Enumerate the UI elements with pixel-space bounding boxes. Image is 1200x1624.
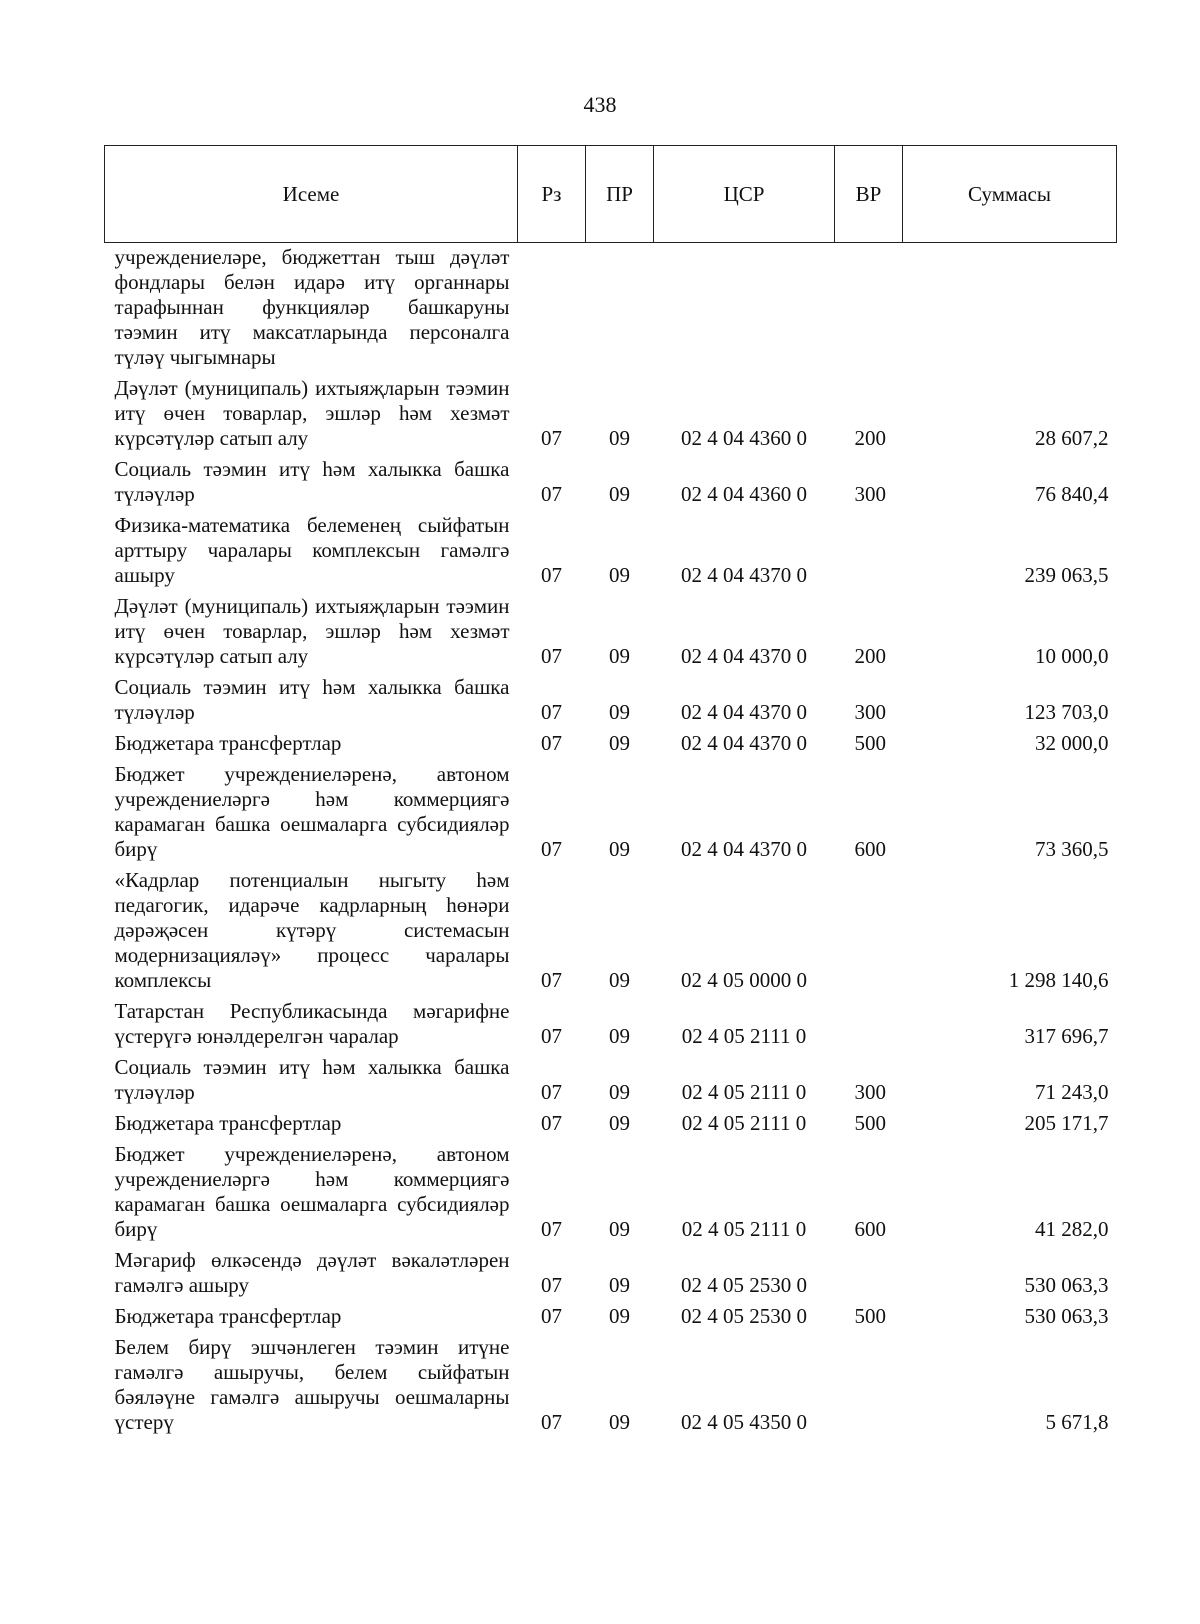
row-name: Бюджет учреждениеләренә, автоном учреждениеләргә һәм коммерциягә карамаган башка оешмаларга субсидияләр бирү <box>114 1142 510 1241</box>
row-sum: 1 298 140,6 <box>1008 968 1109 992</box>
row-rz: 07 <box>541 700 562 724</box>
row-pr: 09 <box>609 968 630 992</box>
row-pr: 09 <box>609 700 630 724</box>
row-rz: 07 <box>541 968 562 992</box>
row-pr: 09 <box>609 837 630 861</box>
row-sum: 530 063,3 <box>1024 1273 1109 1297</box>
header-pr: ПР <box>586 146 654 243</box>
row-sum: 205 171,7 <box>1024 1111 1109 1135</box>
row-sum: 123 703,0 <box>1024 700 1109 724</box>
row-sum: 71 243,0 <box>1035 1080 1109 1104</box>
row-csr: 02 4 04 4370 0 <box>681 700 807 724</box>
header-sum: Суммасы <box>903 146 1117 243</box>
row-sum: 28 607,2 <box>1035 426 1109 450</box>
row-vr: 200 <box>854 426 886 450</box>
row-rz <box>518 243 586 375</box>
table-row <box>105 1109 1117 1140</box>
row-csr: 02 4 04 4370 0 <box>681 731 807 755</box>
row-vr <box>835 243 903 375</box>
row-csr: 02 4 05 2111 0 <box>681 1024 807 1048</box>
row-name: «Кадрлар потенциалын ныгыту һәм педагогик, идарәче кадрларның һөнәри дәрәҗәсен күтәрү системасын модернизацияләү» процесс чаралары комплексы <box>114 868 510 992</box>
row-vr <box>835 511 903 592</box>
row-sum: 239 063,5 <box>1024 563 1109 587</box>
row-name: Бюджетара трансфертлар <box>114 731 342 755</box>
row-csr <box>654 243 835 375</box>
row-vr: 500 <box>854 1304 886 1328</box>
row-csr: 02 4 05 2530 0 <box>681 1273 807 1297</box>
row-pr: 09 <box>609 426 630 450</box>
row-pr: 09 <box>609 644 630 668</box>
row-sum: 73 360,5 <box>1035 837 1109 861</box>
row-vr: 200 <box>854 644 886 668</box>
row-name: Бюджет учреждениеләренә, автоном учреждениеләргә һәм коммерциягә карамаган башка оешмаларга субсидияләр бирү <box>114 762 510 861</box>
table-row <box>105 673 1117 729</box>
table-row <box>105 455 1117 511</box>
budget-table <box>104 145 1117 1439</box>
row-rz: 07 <box>541 563 562 587</box>
table-row <box>105 1053 1117 1109</box>
table-row <box>105 1333 1117 1439</box>
row-name: Бюджетара трансфертлар <box>114 1304 342 1328</box>
row-vr <box>835 997 903 1053</box>
row-vr: 500 <box>854 1111 886 1135</box>
row-name: Социаль тәэмин итү һәм халыкка башка түләүләр <box>114 457 510 506</box>
row-rz: 07 <box>541 644 562 668</box>
row-sum <box>903 243 1117 375</box>
row-vr: 300 <box>854 482 886 506</box>
row-sum: 317 696,7 <box>1024 1024 1109 1048</box>
row-pr: 09 <box>609 731 630 755</box>
row-vr <box>835 866 903 997</box>
table-row <box>105 997 1117 1053</box>
table-row <box>105 511 1117 592</box>
row-pr: 09 <box>609 1217 630 1241</box>
row-rz: 07 <box>541 1304 562 1328</box>
row-pr <box>586 243 654 375</box>
row-csr: 02 4 04 4360 0 <box>681 426 807 450</box>
row-rz: 07 <box>541 482 562 506</box>
row-sum: 76 840,4 <box>1035 482 1109 506</box>
row-name: Физика-математика белеменең сыйфатын арттыру чаралары комплексын гамәлгә ашыру <box>114 513 510 587</box>
row-rz: 07 <box>541 1111 562 1135</box>
row-csr: 02 4 04 4370 0 <box>681 644 807 668</box>
table-row <box>105 729 1117 760</box>
row-name: Татарстан Республикасында мәгарифне үстерүгә юнәлдерелгән чаралар <box>114 999 510 1048</box>
row-pr: 09 <box>609 1273 630 1297</box>
row-name: учреждениеләре, бюджеттан тыш дәүләт фондлары белән идарә итү органнары тарафыннан функцияләр башкаруны тәэмин итү максатларында персоналга түләү чыгымнары <box>114 245 510 369</box>
row-vr: 600 <box>854 837 886 861</box>
table-row <box>105 866 1117 997</box>
table-header-row <box>105 146 1117 243</box>
row-sum: 530 063,3 <box>1024 1304 1109 1328</box>
row-rz: 07 <box>541 1080 562 1104</box>
row-csr: 02 4 05 2111 0 <box>681 1111 807 1135</box>
row-name: Бюджетара трансфертлар <box>114 1111 342 1135</box>
row-csr: 02 4 04 4370 0 <box>681 563 807 587</box>
row-csr: 02 4 05 2111 0 <box>681 1217 807 1241</box>
table-row <box>105 1302 1117 1333</box>
table-row <box>105 592 1117 673</box>
table-row <box>105 1246 1117 1302</box>
row-csr: 02 4 04 4360 0 <box>681 482 807 506</box>
row-pr: 09 <box>609 1111 630 1135</box>
row-pr: 09 <box>609 563 630 587</box>
row-csr: 02 4 05 2530 0 <box>681 1304 807 1328</box>
row-rz: 07 <box>541 731 562 755</box>
row-name: Мәгариф өлкәсендә дәүләт вәкаләтләрен гамәлгә ашыру <box>114 1248 510 1297</box>
row-pr: 09 <box>609 1024 630 1048</box>
row-pr: 09 <box>609 1304 630 1328</box>
row-vr: 600 <box>854 1217 886 1241</box>
row-sum: 41 282,0 <box>1035 1217 1109 1241</box>
row-csr: 02 4 05 0000 0 <box>681 968 807 992</box>
row-pr: 09 <box>609 1410 630 1434</box>
row-csr: 02 4 04 4370 0 <box>681 837 807 861</box>
table-row <box>105 760 1117 866</box>
row-vr: 300 <box>854 1080 886 1104</box>
table-row <box>105 243 1117 375</box>
row-sum: 10 000,0 <box>1035 644 1109 668</box>
row-name: Социаль тәэмин итү һәм халыкка башка түләүләр <box>114 1055 510 1104</box>
row-name: Белем бирү эшчәнлеген тәэмин итүне гамәлгә ашыручы, белем сыйфатын бәяләүне гамәлгә ашыручы оешмаларны үстерү <box>114 1335 510 1434</box>
row-sum: 32 000,0 <box>1035 731 1109 755</box>
row-rz: 07 <box>541 1217 562 1241</box>
header-name: Исеме <box>105 146 518 243</box>
row-vr: 500 <box>854 731 886 755</box>
table-row <box>105 1140 1117 1246</box>
row-name: Социаль тәэмин итү һәм халыкка башка түләүләр <box>114 675 510 724</box>
row-rz: 07 <box>541 1273 562 1297</box>
row-name: Дәүләт (муниципаль) ихтыяҗларын тәэмин итү өчен товарлар, эшләр һәм хезмәт күрсәтүләр сатып алу <box>114 376 510 450</box>
row-sum: 5 671,8 <box>1045 1410 1109 1434</box>
row-pr: 09 <box>609 482 630 506</box>
page-number: 438 <box>583 92 617 117</box>
row-name: Дәүләт (муниципаль) ихтыяҗларын тәэмин итү өчен товарлар, эшләр һәм хезмәт күрсәтүләр сатып алу <box>114 594 510 668</box>
row-csr: 02 4 05 2111 0 <box>681 1080 807 1104</box>
row-vr <box>835 1333 903 1439</box>
row-vr <box>835 1246 903 1302</box>
row-rz: 07 <box>541 426 562 450</box>
row-vr: 300 <box>854 700 886 724</box>
table-row <box>105 374 1117 455</box>
header-csr: ЦСР <box>654 146 835 243</box>
row-rz: 07 <box>541 1410 562 1434</box>
header-rz: Рз <box>518 146 586 243</box>
row-csr: 02 4 05 4350 0 <box>681 1410 807 1434</box>
row-rz: 07 <box>541 1024 562 1048</box>
header-vr: ВР <box>835 146 903 243</box>
row-pr: 09 <box>609 1080 630 1104</box>
row-rz: 07 <box>541 837 562 861</box>
